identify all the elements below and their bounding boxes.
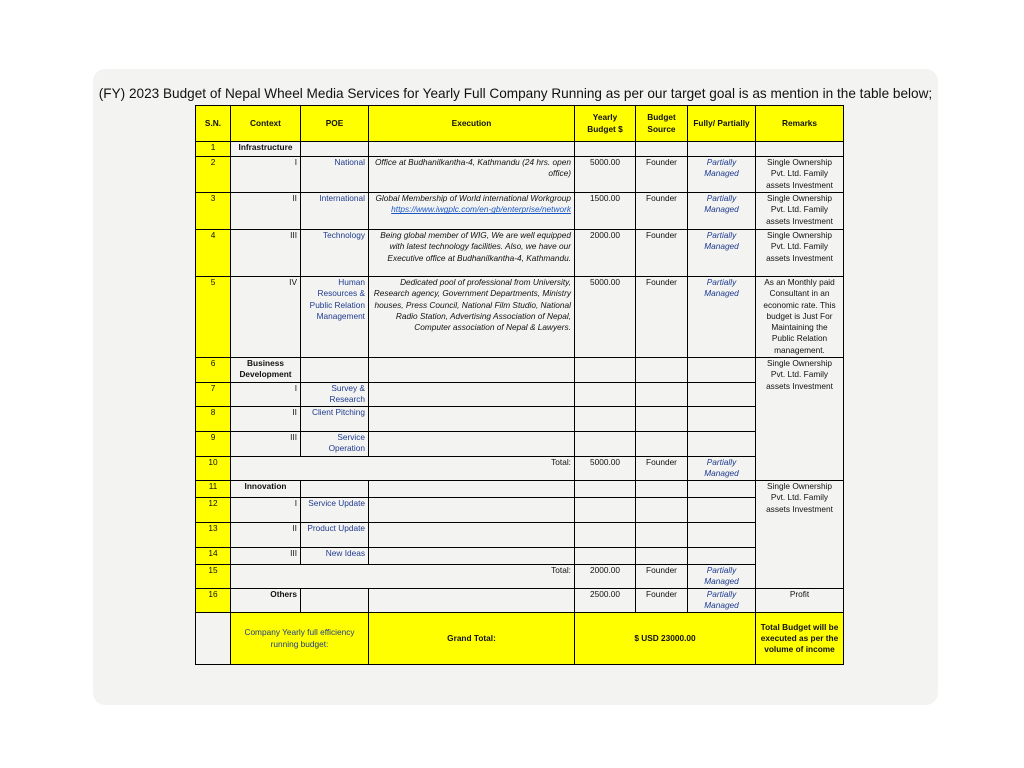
row-context: IV xyxy=(231,277,301,358)
table-row xyxy=(196,548,844,565)
row-status xyxy=(688,358,756,383)
row-source xyxy=(636,523,688,548)
header-yearly-budget: Yearly Budget $ xyxy=(575,106,636,142)
header-remarks: Remarks xyxy=(756,106,844,142)
iwg-network-link[interactable]: https://www.iwgplc.com/en-gb/enterprise/network xyxy=(391,204,571,215)
table-row xyxy=(196,589,844,613)
row-budget xyxy=(575,142,636,157)
row-sn: 13 xyxy=(196,523,231,548)
row-sn: 14 xyxy=(196,548,231,565)
row-sn: 1 xyxy=(196,142,231,157)
row-sn: 6 xyxy=(196,358,231,383)
row-source: Founder xyxy=(636,565,688,589)
header-fully-partially: Fully/ Partially xyxy=(688,106,756,142)
table-row xyxy=(196,432,844,457)
row-budget xyxy=(575,383,636,407)
row-poe xyxy=(301,142,369,157)
row-status xyxy=(688,383,756,407)
row-execution: Dedicated pool of professional from University, Research agency, Government Departments, Ministry houses, Press Council, National Film Studio, National Radio Station, Advertising Association of Nepal, Computer association of Nepal & Lawyers. xyxy=(369,277,575,358)
row-remarks: Single Ownership Pvt. Ltd. Family assets Investment xyxy=(756,230,844,277)
row-sn: 10 xyxy=(196,457,231,481)
row-budget: 1500.00 xyxy=(575,193,636,230)
row-status xyxy=(688,498,756,523)
row-source: Founder xyxy=(636,457,688,481)
row-remarks: Single Ownership Pvt. Ltd. Family assets Investment xyxy=(756,157,844,193)
header-execution: Execution xyxy=(369,106,575,142)
table-row xyxy=(196,142,844,157)
row-budget: 2000.00 xyxy=(575,230,636,277)
row-execution xyxy=(369,142,575,157)
table-row xyxy=(196,277,844,358)
document-title: (FY) 2023 Budget of Nepal Wheel Media Services for Yearly Full Company Running as per our target goal is as mention in the table below; xyxy=(98,86,933,101)
row-budget: 5000.00 xyxy=(575,277,636,358)
row-budget: 5000.00 xyxy=(575,157,636,193)
row-status: Partially Managed xyxy=(688,193,756,230)
row-budget xyxy=(575,432,636,457)
row-remarks: As an Monthly paid Consultant in an economic rate. This budget is Just For Maintaining the Public Relation management. xyxy=(756,277,844,358)
row-sn: 5 xyxy=(196,277,231,358)
table-row xyxy=(196,383,844,407)
budget-table xyxy=(195,105,844,665)
row-poe: Service Update xyxy=(301,498,369,523)
header-poe: POE xyxy=(301,106,369,142)
row-poe: Client Pitching xyxy=(301,407,369,432)
row-budget xyxy=(575,407,636,432)
row-execution xyxy=(369,193,575,230)
table-row xyxy=(196,457,844,481)
row-source: Founder xyxy=(636,193,688,230)
row-context: III xyxy=(231,432,301,457)
row-poe xyxy=(301,481,369,498)
row-sn: 12 xyxy=(196,498,231,523)
business-dev-remarks: Single Ownership Pvt. Ltd. Family assets Investment xyxy=(756,358,844,481)
table-row xyxy=(196,498,844,523)
row-poe: Product Update xyxy=(301,523,369,548)
row-source xyxy=(636,358,688,383)
grand-total-description: Company Yearly full efficiency running budget: xyxy=(231,613,369,665)
row-context: Business Development xyxy=(231,358,301,383)
row-context: Infrastructure xyxy=(231,142,301,157)
row-budget xyxy=(575,481,636,498)
row-status: Partially Managed xyxy=(688,565,756,589)
row-context: III xyxy=(231,548,301,565)
row-budget: 2000.00 xyxy=(575,565,636,589)
row-remarks xyxy=(756,142,844,157)
row-execution: Being global member of WIG, We are well equipped with latest technology facilities. Also, we have our Executive office at Budhanilkantha-4, Kathmandu. xyxy=(369,230,575,277)
row-status xyxy=(688,523,756,548)
table-row xyxy=(196,157,844,193)
row-context: I xyxy=(231,383,301,407)
row-budget xyxy=(575,523,636,548)
row-execution xyxy=(369,358,575,383)
row-budget xyxy=(575,358,636,383)
row-poe: Survey & Research xyxy=(301,383,369,407)
row-execution xyxy=(369,548,575,565)
execution-text: Global Membership of World international Workgroup xyxy=(375,193,571,203)
row-source xyxy=(636,383,688,407)
table-row xyxy=(196,230,844,277)
row-status: Partially Managed xyxy=(688,277,756,358)
row-status xyxy=(688,432,756,457)
row-execution xyxy=(369,481,575,498)
row-remarks: Profit xyxy=(756,589,844,613)
grand-total-amount: $ USD 23000.00 xyxy=(575,613,756,665)
row-context: I xyxy=(231,498,301,523)
row-poe: New Ideas xyxy=(301,548,369,565)
row-status xyxy=(688,481,756,498)
row-remarks: Single Ownership Pvt. Ltd. Family assets Investment xyxy=(756,193,844,230)
row-budget xyxy=(575,498,636,523)
row-budget: 2500.00 xyxy=(575,589,636,613)
row-status xyxy=(688,407,756,432)
row-sn: 16 xyxy=(196,589,231,613)
grand-total-remarks: Total Budget will be executed as per the volume of income xyxy=(756,613,844,665)
grand-total-row xyxy=(196,613,844,665)
row-execution xyxy=(369,589,575,613)
row-poe: International xyxy=(301,193,369,230)
row-status xyxy=(688,548,756,565)
row-context: II xyxy=(231,193,301,230)
row-poe xyxy=(301,589,369,613)
row-sn: 8 xyxy=(196,407,231,432)
header-sn: S.N. xyxy=(196,106,231,142)
row-budget: 5000.00 xyxy=(575,457,636,481)
row-source xyxy=(636,432,688,457)
row-status: Partially Managed xyxy=(688,230,756,277)
row-sn: 4 xyxy=(196,230,231,277)
grand-total-blank-cell xyxy=(196,613,231,665)
row-sn: 11 xyxy=(196,481,231,498)
row-poe: Service Operation xyxy=(301,432,369,457)
header-context: Context xyxy=(231,106,301,142)
row-source xyxy=(636,407,688,432)
row-sn: 9 xyxy=(196,432,231,457)
table-row xyxy=(196,565,844,589)
row-execution: Office at Budhanilkantha-4, Kathmandu (24 hrs. open office) xyxy=(369,157,575,193)
row-execution xyxy=(369,498,575,523)
row-context: Innovation xyxy=(231,481,301,498)
row-source xyxy=(636,498,688,523)
row-execution xyxy=(369,432,575,457)
table-row xyxy=(196,523,844,548)
row-context: II xyxy=(231,523,301,548)
row-context: I xyxy=(231,157,301,193)
row-poe: Human Resources & Public Relation Management xyxy=(301,277,369,358)
header-row xyxy=(196,106,844,142)
table-row xyxy=(196,193,844,230)
row-source: Founder xyxy=(636,157,688,193)
row-sn: 15 xyxy=(196,565,231,589)
row-total-label: Total: xyxy=(231,457,575,481)
innovation-remarks: Single Ownership Pvt. Ltd. Family assets Investment xyxy=(756,481,844,589)
table-row xyxy=(196,358,844,383)
row-execution xyxy=(369,383,575,407)
row-status: Partially Managed xyxy=(688,157,756,193)
table-row xyxy=(196,407,844,432)
row-context: II xyxy=(231,407,301,432)
row-sn: 2 xyxy=(196,157,231,193)
row-source: Founder xyxy=(636,589,688,613)
row-poe xyxy=(301,358,369,383)
row-sn: 7 xyxy=(196,383,231,407)
row-source: Founder xyxy=(636,277,688,358)
row-execution xyxy=(369,407,575,432)
grand-total-label: Grand Total: xyxy=(369,613,575,665)
row-sn: 3 xyxy=(196,193,231,230)
header-budget-source: Budget Source xyxy=(636,106,688,142)
row-execution xyxy=(369,523,575,548)
row-context: III xyxy=(231,230,301,277)
row-poe: National xyxy=(301,157,369,193)
row-source xyxy=(636,548,688,565)
row-source xyxy=(636,481,688,498)
row-status: Partially Managed xyxy=(688,589,756,613)
row-source: Founder xyxy=(636,230,688,277)
row-budget xyxy=(575,548,636,565)
row-poe: Technology xyxy=(301,230,369,277)
row-status: Partially Managed xyxy=(688,457,756,481)
row-source xyxy=(636,142,688,157)
row-status xyxy=(688,142,756,157)
table-row xyxy=(196,481,844,498)
row-total-label: Total: xyxy=(231,565,575,589)
row-context: Others xyxy=(231,589,301,613)
